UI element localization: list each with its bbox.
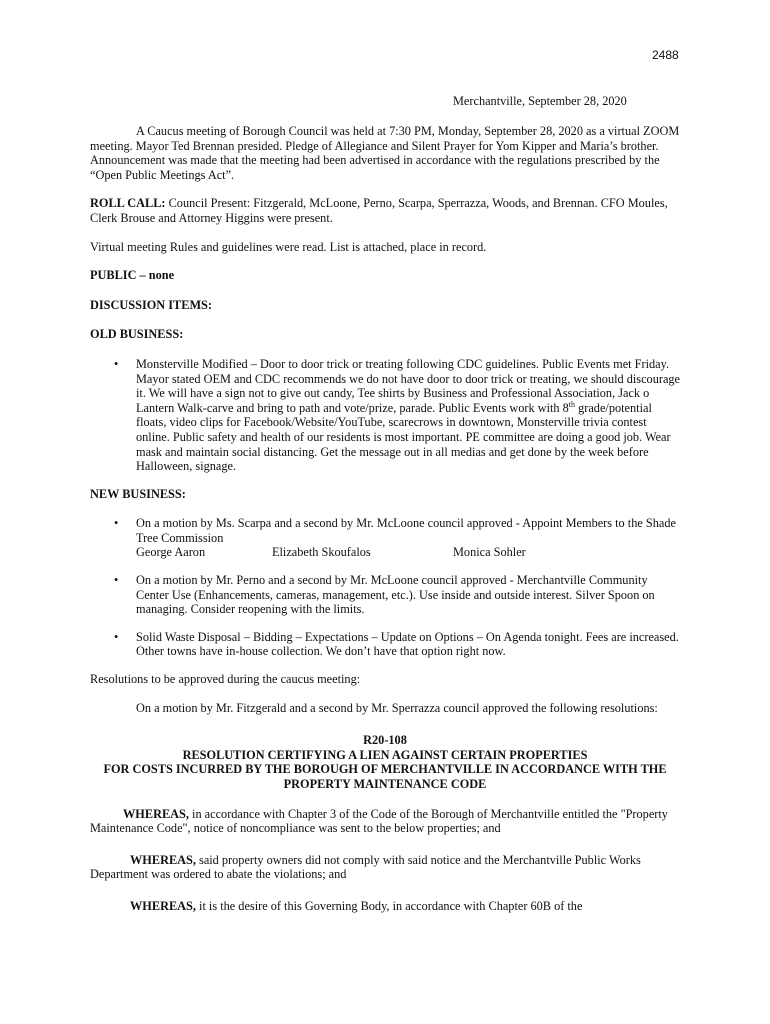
roll-call-text: Council Present: Fitzgerald, McLoone, Perno, Scarpa, Sperrazza, Woods, and Brennan. CFO Moules, Clerk Brouse and Attorney Higgins were present.	[90, 196, 668, 225]
old-business-list	[90, 357, 680, 474]
virtual-rules-paragraph: Virtual meeting Rules and guidelines were read. List is attached, place in record.	[90, 239, 487, 254]
roll-call-label: ROLL CALL:	[90, 196, 166, 211]
resolution-title-line: PROPERTY MAINTENANCE CODE	[283, 777, 487, 791]
list-item	[90, 573, 680, 617]
new-business-item-3: Solid Waste Disposal – Bidding – Expectations – Update on Options – On Agenda tonight. Fees are increased. Other towns have in-house collection. We don’t have that option right now.	[136, 629, 679, 659]
appointee-name: Elizabeth Skoufalos	[272, 545, 371, 560]
whereas-text: it is the desire of this Governing Body, in accordance with Chapter 60B of the	[195, 898, 583, 913]
whereas-label: WHEREAS,	[123, 806, 189, 821]
resolution-title-block	[90, 733, 680, 791]
new-business-item-2: On a motion by Mr. Perno and a second by Mr. McLoone council approved - Merchantville Community Center Use (Enhancements, cameras, management, etc.). Use inside and outside interest. Silver Spoon on managing. Consider reopening with the limits.	[136, 573, 655, 617]
list-item	[90, 630, 680, 659]
new-business-heading: NEW BUSINESS:	[90, 486, 186, 501]
whereas-label: WHEREAS,	[130, 852, 196, 867]
resolution-number: R20-108	[363, 733, 407, 748]
resolutions-intro: Resolutions to be approved during the caucus meeting:	[90, 672, 361, 687]
new-business-item-1: On a motion by Ms. Scarpa and a second by Mr. McLoone council approved - Appoint Members to the Shade Tree Commission	[136, 516, 676, 545]
new-business-list	[90, 516, 680, 659]
bullet-icon: •	[114, 573, 119, 588]
whereas-text: in accordance with Chapter 3 of the Code of the Borough of Merchantville entitled the "Property Maintenance Code", notice of noncompliance was sent to the below properties; and	[90, 806, 668, 836]
old-business-item-text-2: grade/potential floats, video clips for Facebook/Website/YouTube, scarecrows in downtown, Monsterville trivia contest online. Public safety and health of our residents is most important. PE committee are doing a good job. Wear mask and maintain social distancing. Get the message out in all medias and get done by the week before Halloween, signage.	[136, 400, 671, 474]
whereas-text: said property owners did not comply with said notice and the Merchantville Public Works Department was ordered to abate the violations; and	[90, 852, 641, 882]
whereas-paragraph	[90, 807, 680, 836]
whereas-paragraph	[90, 899, 680, 914]
intro-paragraph: A Caucus meeting of Borough Council was held at 7:30 PM, Monday, September 28, 2020 as a virtual ZOOM meeting. Mayor Ted Brennan presided. Pledge of Allegiance and Silent Prayer for Yom Kipper and Maria’s brother. Announcement was made that the meeting had been advertised in accordance with the regulations prescribed by the “Open Public Meetings Act”.	[90, 124, 680, 182]
resolutions-motion: On a motion by Mr. Fitzgerald and a second by Mr. Sperrazza council approved the following resolutions:	[136, 700, 658, 715]
appointee-name: Monica Sohler	[453, 545, 526, 560]
appointee-name: George Aaron	[136, 545, 206, 560]
roll-call-paragraph	[90, 196, 680, 225]
resolution-title-line: FOR COSTS INCURRED BY THE BOROUGH OF MERCHANTVILLE IN ACCORDANCE WITH THE	[103, 762, 667, 777]
list-item	[90, 357, 680, 474]
minutes-body	[90, 124, 680, 914]
dateline: Merchantville, September 28, 2020	[453, 94, 627, 108]
bullet-icon: •	[114, 356, 119, 371]
public-heading: PUBLIC – none	[90, 268, 175, 283]
old-business-item-text-1: Monsterville Modified – Door to door trick or treating following CDC guidelines. Public Events met Friday. Mayor stated OEM and CDC recommends we do not have door to door trick or treating, we should discourage it. We will have a sign not to give out candy, Tee shirts by Business and Professional Association, Jack o Lantern Walk-carve and bring to path and vote/prize, parade. Public Events work with 8	[136, 356, 681, 415]
appointee-names	[136, 545, 680, 560]
page-number: 2488	[652, 48, 679, 62]
whereas-label: WHEREAS,	[130, 898, 196, 913]
whereas-paragraph	[90, 853, 680, 882]
ordinal-suffix: th	[568, 399, 576, 409]
list-item	[90, 516, 680, 560]
bullet-icon: •	[114, 629, 119, 644]
bullet-icon: •	[114, 516, 119, 531]
discussion-heading: DISCUSSION ITEMS:	[90, 297, 212, 312]
resolution-title-line: RESOLUTION CERTIFYING A LIEN AGAINST CERTAIN PROPERTIES	[182, 747, 588, 762]
old-business-heading: OLD BUSINESS:	[90, 327, 184, 342]
